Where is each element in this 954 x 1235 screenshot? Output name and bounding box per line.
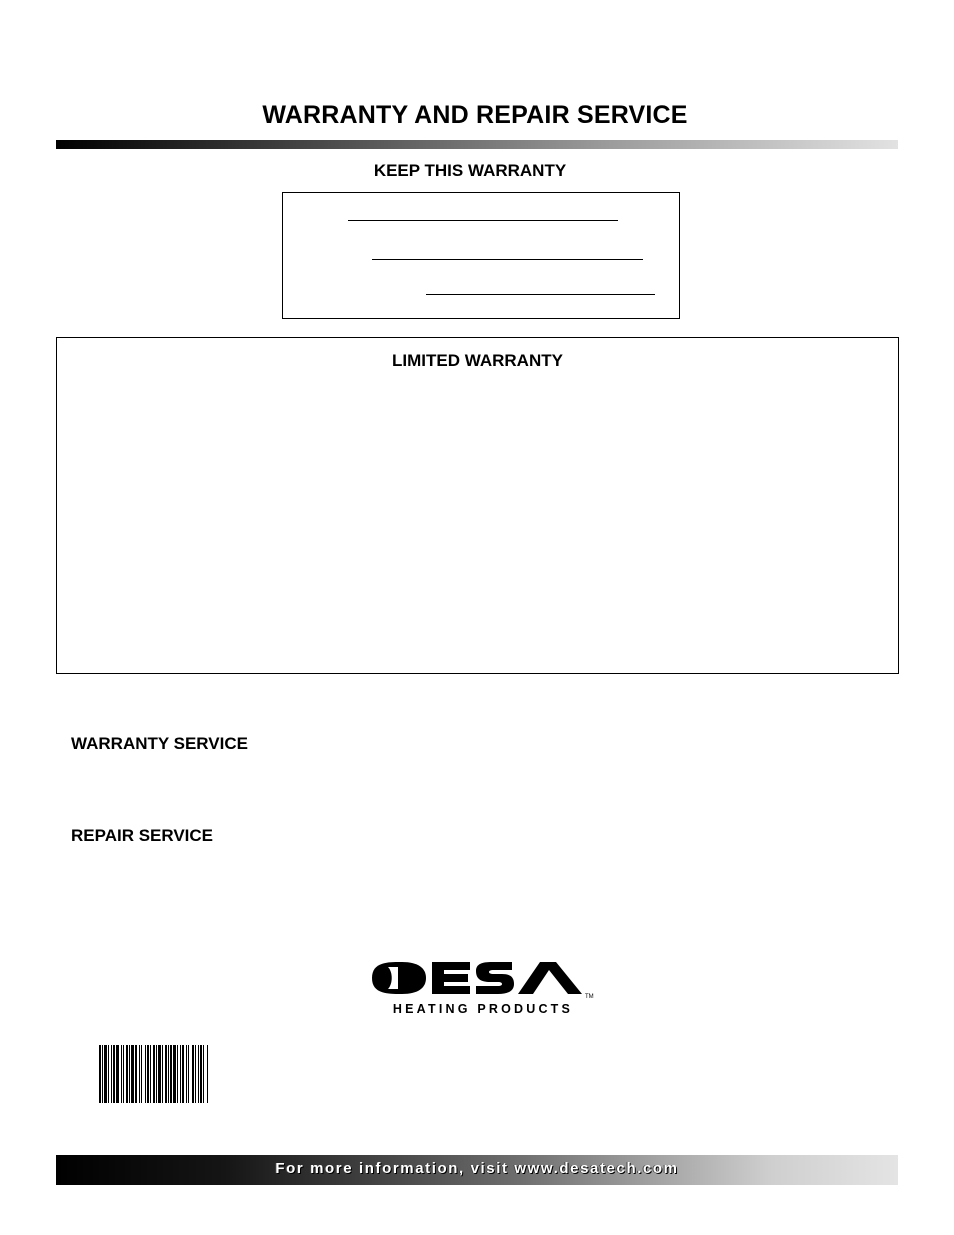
keep-warranty-heading: KEEP THIS WARRANTY — [373, 161, 567, 180]
repair-service-heading: REPAIR SERVICE — [71, 826, 214, 845]
svg-text:TM: TM — [585, 994, 594, 1000]
warranty-service-heading: WARRANTY SERVICE — [71, 734, 248, 753]
barcode — [98, 1045, 278, 1105]
desa-logo — [372, 958, 594, 1018]
footer-bar — [56, 1155, 898, 1185]
keep-warranty-box — [282, 192, 680, 319]
title-divider-bar — [56, 140, 898, 149]
blank-line-1[interactable] — [348, 220, 618, 221]
barcode-graphic — [98, 1045, 278, 1105]
desa-logo-graphic — [372, 958, 594, 1018]
blank-line-3[interactable] — [426, 294, 655, 295]
footer-info-link[interactable]: For more information, visit www.desatech.com — [275, 1160, 679, 1177]
limited-warranty-box — [56, 337, 899, 674]
svg-text:HEATING PRODUCTS: HEATING PRODUCTS — [392, 1002, 574, 1016]
page-title: WARRANTY AND REPAIR SERVICE — [262, 101, 688, 129]
limited-warranty-heading: LIMITED WARRANTY — [392, 351, 563, 370]
blank-line-2[interactable] — [372, 259, 643, 260]
